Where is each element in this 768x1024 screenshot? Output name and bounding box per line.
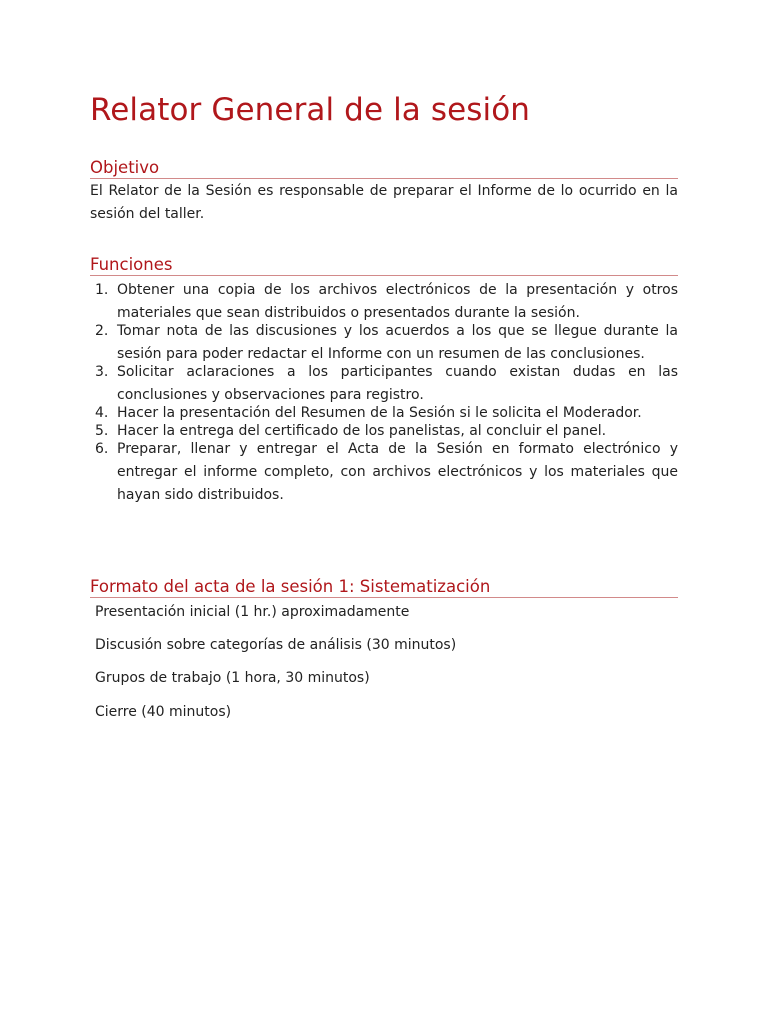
list-item	[90, 279, 678, 325]
formato-item: Cierre (40 minutos)	[95, 704, 232, 720]
funciones-list	[90, 279, 678, 507]
objetivo-text: El Relator de la Sesión es responsable de preparar el Informe de lo ocurrido en la sesión del taller.	[90, 183, 678, 222]
document-title: Relator General de la sesión	[90, 92, 531, 128]
list-item	[90, 438, 678, 507]
list-item-number: 4.	[95, 405, 109, 421]
formato-item: Presentación inicial (1 hr.) aproximadamente	[95, 604, 410, 620]
list-item-text: Preparar, llenar y entregar el Acta de la Sesión en formato electrónico y entregar el informe completo, con archivos electrónicos y los materiales que hayan sido distribuidos.	[117, 441, 678, 503]
list-item-text: Tomar nota de las discusiones y los acuerdos a los que se llegue durante la sesión para poder redactar el Informe con un resumen de las conclusiones.	[117, 323, 678, 362]
list-item-number: 5.	[95, 423, 109, 439]
list-item-number: 3.	[95, 364, 109, 380]
list-item-text: Obtener una copia de los archivos electrónicos de la presentación y otros materiales que sean distribuidos o presentados durante la sesión.	[117, 282, 678, 321]
list-item	[90, 320, 678, 366]
list-item-number: 2.	[95, 323, 109, 339]
formato-item: Grupos de trabajo (1 hora, 30 minutos)	[95, 670, 370, 686]
list-item-text: Hacer la entrega del certificado de los panelistas, al concluir el panel.	[117, 423, 607, 439]
objetivo-heading: Objetivo	[90, 158, 678, 179]
formato-item: Discusión sobre categorías de análisis (30 minutos)	[95, 637, 457, 653]
list-item	[90, 361, 678, 407]
list-item-text: Solicitar aclaraciones a los participantes cuando existan dudas en las conclusiones y observaciones para registro.	[117, 364, 678, 403]
list-item-number: 1.	[95, 282, 109, 298]
formato-heading: Formato del acta de la sesión 1: Sistematización	[90, 577, 678, 598]
list-item-text: Hacer la presentación del Resumen de la Sesión si le solicita el Moderador.	[117, 405, 642, 421]
funciones-heading: Funciones	[90, 255, 678, 276]
list-item-number: 6.	[95, 441, 109, 457]
